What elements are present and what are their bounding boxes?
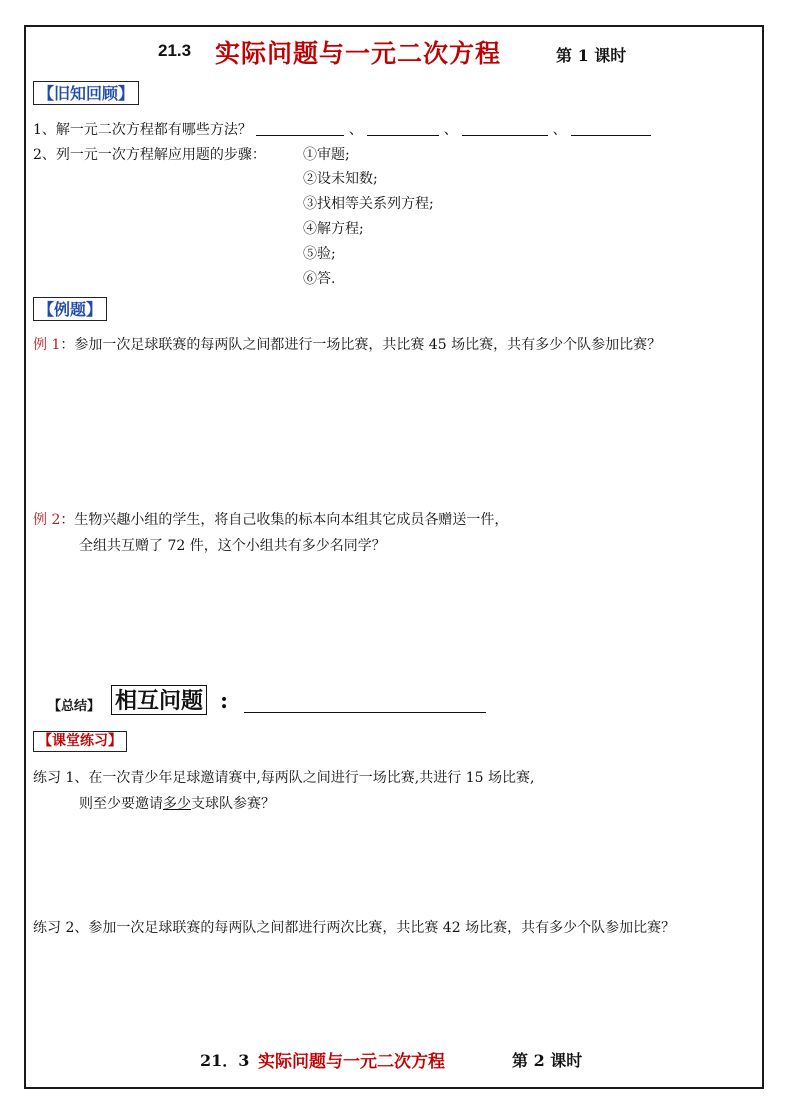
answer-blank-2[interactable] — [367, 121, 439, 136]
example-1-label: 例 1 — [33, 337, 61, 353]
footer-section-number: 21．3 — [200, 1051, 250, 1070]
review-heading: 【旧知回顾】 — [33, 81, 139, 105]
answer-blank-3[interactable] — [462, 121, 548, 136]
example-1 — [33, 334, 661, 354]
step-item: ④解方程; — [303, 221, 364, 237]
step-item: ⑤验; — [303, 246, 336, 262]
example-2-label: 例 2 — [33, 512, 61, 528]
practice-1-line-1: 练习 1、在一次青少年足球邀请赛中,每两队之间进行一场比赛,共进行 15 场比赛, — [33, 770, 535, 786]
separator: 、 — [348, 122, 363, 138]
example-2 — [33, 509, 508, 529]
practice-heading: 【课堂练习】 — [33, 731, 127, 752]
step-item: ①审题; — [303, 147, 350, 163]
review-q1-label: 1、解一元二次方程都有哪些方法？ — [33, 122, 252, 138]
summary-colon: : — [220, 688, 229, 714]
footer-title: 实际问题与一元二次方程 — [258, 1052, 445, 1072]
practice-2: 练习 2、参加一次足球联赛的每两队之间都进行两次比赛，共比赛 42 场比赛，共有多少个队参加比赛？ — [33, 920, 676, 936]
example-2-text: ：生物兴趣小组的学生，将自己收集的标本向本组其它成员各赠送一件， — [60, 512, 509, 528]
step-item: ⑥答. — [303, 271, 336, 287]
section-number: 21.3 — [158, 41, 192, 60]
practice-1-line-2 — [79, 793, 275, 813]
review-question-1 — [33, 119, 651, 139]
example-1-text: ：参加一次足球联赛的每两队之间都进行一场比赛，共比赛 45 场比赛，共有多少个队参加比赛？ — [60, 337, 662, 353]
page-title: 实际问题与一元二次方程 — [215, 39, 502, 68]
separator: 、 — [443, 122, 458, 138]
practice-1-text-a: 则至少要邀请 — [79, 796, 163, 812]
answer-blank-1[interactable] — [256, 121, 344, 136]
example-2-line-2: 全组共互赠了 72 件，这个小组共有多少名同学？ — [79, 538, 386, 554]
examples-heading: 【例题】 — [33, 297, 107, 321]
answer-blank-4[interactable] — [571, 121, 651, 136]
step-item: ②设未知数; — [303, 171, 378, 187]
footer-lesson-label: 第 2 课时 — [512, 1051, 583, 1070]
practice-1-text-b: 支球队参赛？ — [191, 796, 275, 812]
summary-answer-line[interactable] — [244, 712, 486, 713]
separator: 、 — [552, 122, 567, 138]
lesson-label: 第 1 课时 — [556, 46, 627, 65]
step-item: ③找相等关系列方程; — [303, 196, 434, 212]
summary-label: 【总结】 — [48, 699, 101, 714]
practice-1-underlined: 多少 — [163, 796, 191, 812]
review-question-2: 2、列一元一次方程解应用题的步骤： — [33, 147, 266, 163]
summary-boxed-term: 相互问题 — [111, 685, 207, 715]
